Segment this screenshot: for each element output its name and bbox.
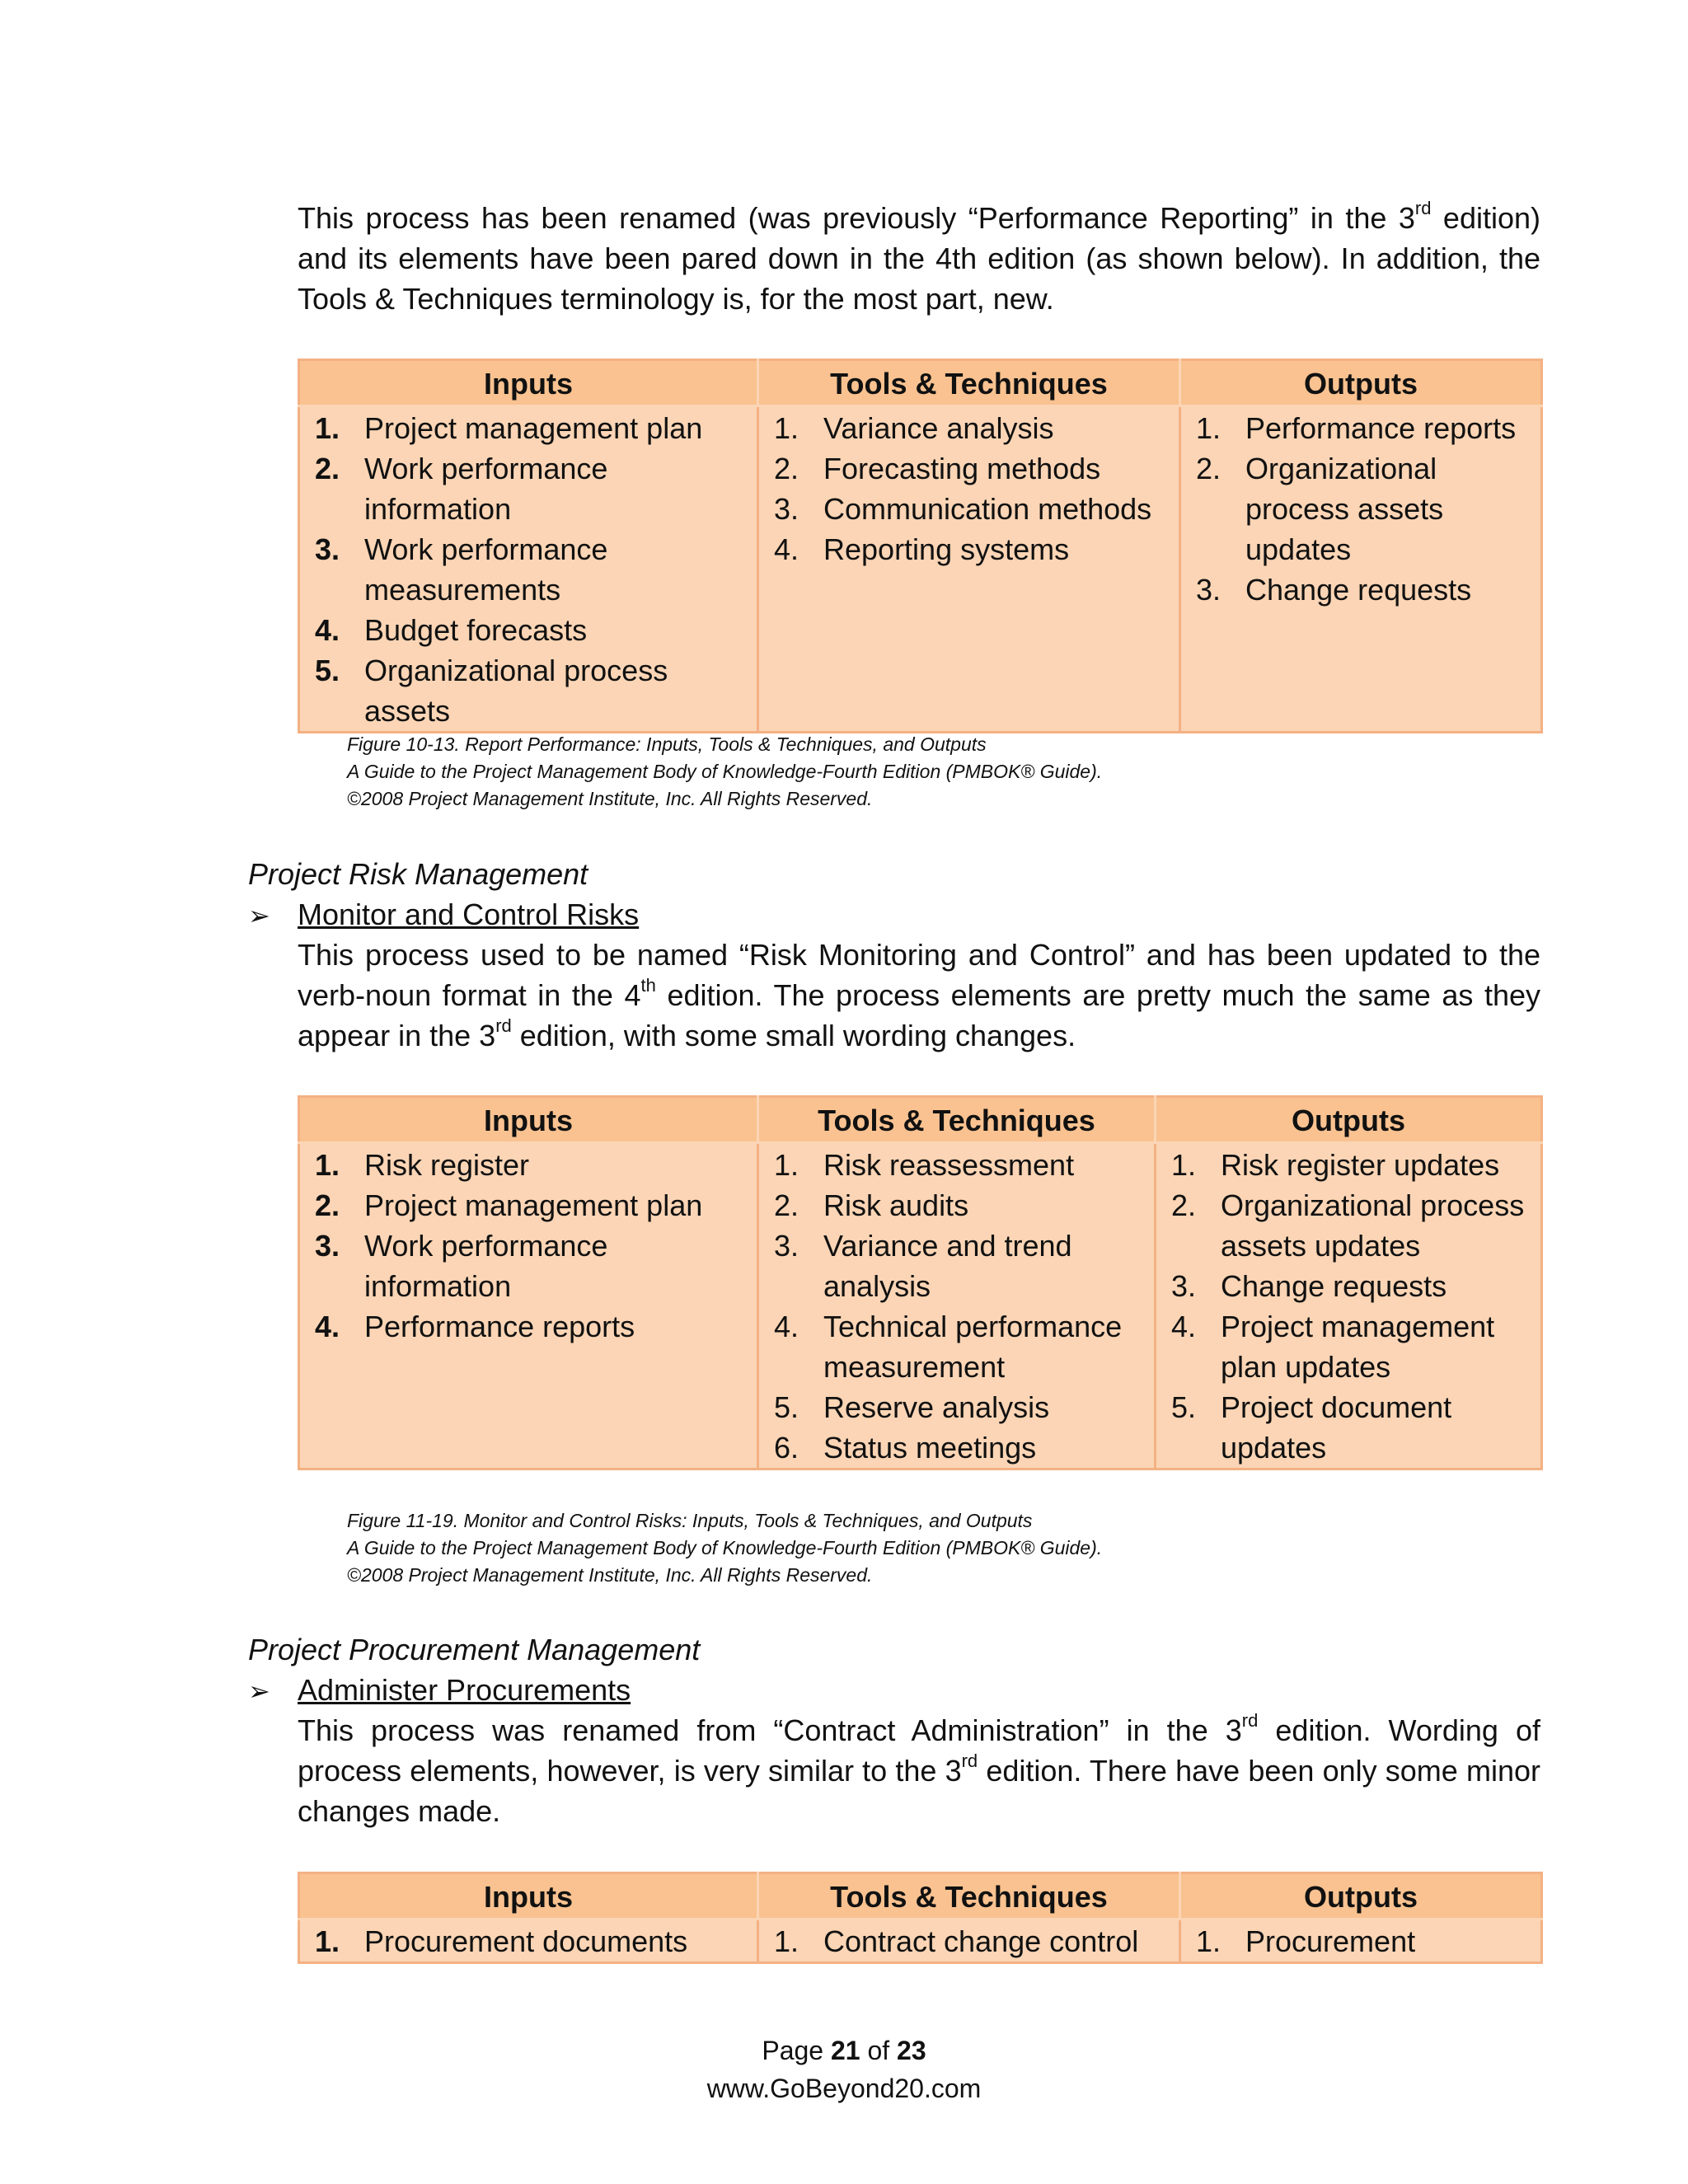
list-number: 1. xyxy=(315,411,340,445)
list-item-text: Change requests xyxy=(1221,1269,1447,1303)
risk-text-a: This process used to be named “Risk Monitoring and Control” and has been updated to the verb-noun format in the 4 xyxy=(298,938,1540,1012)
list-item-text: Work performance information xyxy=(364,1229,608,1303)
outputs-list xyxy=(1161,1145,1536,1468)
list-item-text: Variance analysis xyxy=(823,411,1054,445)
page-word: Page xyxy=(762,2036,824,2065)
monitor-control-risks-table xyxy=(298,1095,1543,1470)
list-item xyxy=(764,1145,1149,1185)
list-item-text: Performance reports xyxy=(364,1310,635,1343)
risk-text-c: edition, with some small wording changes. xyxy=(511,1019,1076,1052)
list-item-text: Risk reassessment xyxy=(823,1148,1075,1182)
list-number: 5. xyxy=(1171,1390,1197,1424)
outputs-header: Outputs xyxy=(1180,1873,1542,1919)
caption-line: A Guide to the Project Management Body of Knowledge-Fourth Edition (PMBOK® Guide). xyxy=(347,761,1103,782)
list-number: 2. xyxy=(315,452,340,485)
list-item xyxy=(305,610,752,650)
list-number: 4. xyxy=(315,1310,340,1343)
superscript: rd xyxy=(1241,1710,1259,1731)
list-number: 1. xyxy=(315,1148,340,1182)
list-item xyxy=(305,1145,752,1185)
list-item-text: Status meetings xyxy=(823,1431,1037,1465)
tools-list xyxy=(764,408,1174,569)
list-number: 3. xyxy=(1171,1269,1197,1303)
list-item-text: Risk register xyxy=(364,1148,530,1182)
website-url: www.GoBeyond20.com xyxy=(706,2074,982,2103)
inputs-list xyxy=(305,408,752,731)
process-name: Monitor and Control Risks xyxy=(298,898,640,931)
list-item xyxy=(305,1921,752,1961)
process-bullet xyxy=(248,1670,631,1712)
list-item xyxy=(764,1185,1149,1226)
list-item-text: Organizational process assets updates xyxy=(1221,1188,1525,1263)
tools-cell xyxy=(758,1143,1156,1469)
list-number: 3. xyxy=(774,1229,799,1263)
list-number: 3. xyxy=(774,492,799,526)
list-item-text: Communication methods xyxy=(823,492,1152,526)
tools-cell xyxy=(758,1919,1180,1963)
arrow-bullet-icon: ➢ xyxy=(248,1676,270,1706)
arrow-bullet-icon: ➢ xyxy=(248,901,270,930)
list-item xyxy=(764,1306,1149,1387)
risk-paragraph xyxy=(298,935,1540,1056)
total-pages: 23 xyxy=(897,2036,926,2065)
list-item xyxy=(764,489,1174,529)
inputs-list xyxy=(305,1921,752,1961)
inputs-cell xyxy=(299,406,758,733)
list-item xyxy=(305,650,752,731)
list-item xyxy=(1161,1266,1536,1306)
list-item-text: Project management plan updates xyxy=(1221,1310,1495,1384)
list-number: 4. xyxy=(774,532,799,566)
list-item xyxy=(764,1226,1149,1306)
list-item xyxy=(305,1185,752,1226)
list-item-text: Variance and trend analysis xyxy=(823,1229,1072,1303)
list-item xyxy=(764,448,1174,489)
inputs-cell xyxy=(299,1143,758,1469)
list-item xyxy=(764,1921,1174,1961)
list-item-text: Risk audits xyxy=(823,1188,969,1222)
process-name: Administer Procurements xyxy=(298,1673,631,1707)
list-item-text: Contract change control xyxy=(823,1924,1139,1958)
list-number: 5. xyxy=(315,654,340,687)
list-item-text: Budget forecasts xyxy=(364,613,588,647)
list-item xyxy=(764,408,1174,448)
figure-caption xyxy=(347,1507,1102,1589)
intro-paragraph xyxy=(298,198,1540,319)
list-item-text: Organizational process assets xyxy=(364,654,668,728)
tools-header: Tools & Techniques xyxy=(758,1097,1156,1143)
list-item xyxy=(305,1226,752,1306)
outputs-header: Outputs xyxy=(1156,1097,1542,1143)
tools-header: Tools & Techniques xyxy=(758,1873,1180,1919)
tools-list xyxy=(764,1921,1174,1961)
report-performance-table xyxy=(298,359,1543,733)
list-item-text: Project document updates xyxy=(1221,1390,1452,1465)
list-item-text: Change requests xyxy=(1245,573,1472,607)
list-item xyxy=(1161,1145,1536,1185)
list-number: 4. xyxy=(315,613,340,647)
list-item xyxy=(305,448,752,529)
caption-line: ©2008 Project Management Institute, Inc. All Rights Reserved. xyxy=(347,788,873,809)
list-item-text: Work performance information xyxy=(364,452,608,526)
tools-header: Tools & Techniques xyxy=(758,360,1180,406)
current-page: 21 xyxy=(830,2036,860,2065)
superscript: th xyxy=(640,975,656,996)
intro-text-b: edition) and its elements have been pared down in the 4th edition (as shown below). In addition, the Tools & Techniques terminology is, for the most part, new. xyxy=(298,201,1540,316)
process-bullet xyxy=(248,894,639,936)
list-item xyxy=(1186,1921,1536,1961)
list-number: 4. xyxy=(1171,1310,1197,1343)
outputs-cell xyxy=(1156,1143,1542,1469)
outputs-list xyxy=(1186,408,1536,610)
list-item xyxy=(1161,1306,1536,1387)
caption-line: Figure 11-19. Monitor and Control Risks: Inputs, Tools & Techniques, and Outputs xyxy=(347,1510,1033,1531)
procurement-paragraph xyxy=(298,1710,1540,1831)
list-number: 1. xyxy=(1171,1148,1197,1182)
list-item-text: Work performance measurements xyxy=(364,532,608,607)
list-number: 1. xyxy=(1196,411,1221,445)
list-number: 3. xyxy=(1196,573,1221,607)
list-item-text: Procurement documents xyxy=(364,1924,688,1958)
outputs-cell xyxy=(1180,1919,1542,1963)
list-number: 2. xyxy=(1196,452,1221,485)
caption-line: A Guide to the Project Management Body of Knowledge-Fourth Edition (PMBOK® Guide). xyxy=(347,1537,1103,1558)
caption-line: ©2008 Project Management Institute, Inc. All Rights Reserved. xyxy=(347,1564,873,1586)
list-item xyxy=(1186,408,1536,448)
list-item xyxy=(1186,448,1536,569)
list-item-text: Forecasting methods xyxy=(823,452,1101,485)
list-number: 3. xyxy=(315,532,340,566)
list-item-text: Project management plan xyxy=(364,1188,703,1222)
outputs-list xyxy=(1186,1921,1536,1961)
procurement-text-c: edition. There have been only some minor changes made. xyxy=(298,1754,1540,1828)
list-number: 4. xyxy=(774,1310,799,1343)
list-number: 1. xyxy=(1196,1924,1221,1958)
list-item xyxy=(1186,569,1536,610)
inputs-cell xyxy=(299,1919,758,1963)
section-title: Project Procurement Management xyxy=(248,1633,701,1666)
superscript: rd xyxy=(495,1015,512,1036)
list-item-text: Reporting systems xyxy=(823,532,1070,566)
superscript: rd xyxy=(1414,198,1432,218)
list-number: 1. xyxy=(315,1924,340,1958)
outputs-cell xyxy=(1180,406,1542,733)
list-item-text: Performance reports xyxy=(1245,411,1517,445)
list-number: 2. xyxy=(315,1188,340,1222)
outputs-header: Outputs xyxy=(1180,360,1542,406)
intro-text-a: This process has been renamed (was previously “Performance Reporting” in the 3 xyxy=(298,201,1415,235)
list-item-text: Reserve analysis xyxy=(823,1390,1050,1424)
list-item xyxy=(764,529,1174,569)
list-item xyxy=(764,1387,1149,1427)
procurement-text-b: edition. Wording of process elements, however, is very similar to the 3 xyxy=(298,1713,1541,1788)
list-item xyxy=(1161,1185,1536,1266)
risk-text-b: edition. The process elements are pretty much the same as they appear in the 3 xyxy=(298,978,1541,1052)
inputs-header: Inputs xyxy=(299,1873,758,1919)
tools-cell xyxy=(758,406,1180,733)
list-item xyxy=(305,408,752,448)
inputs-header: Inputs xyxy=(299,1097,758,1143)
list-item-text: Technical performance measurement xyxy=(823,1310,1123,1384)
list-item-text: Organizational process assets updates xyxy=(1245,452,1444,566)
list-number: 1. xyxy=(774,1924,799,1958)
administer-procurements-table xyxy=(298,1872,1543,1964)
list-item xyxy=(764,1427,1149,1468)
list-number: 1. xyxy=(774,411,799,445)
list-number: 1. xyxy=(774,1148,799,1182)
tools-list xyxy=(764,1145,1149,1468)
list-item-text: Project management plan xyxy=(364,411,703,445)
inputs-header: Inputs xyxy=(299,360,758,406)
list-item-text: Risk register updates xyxy=(1221,1148,1500,1182)
list-number: 2. xyxy=(774,1188,799,1222)
page-number xyxy=(0,2032,1688,2069)
list-item xyxy=(1161,1387,1536,1468)
list-item xyxy=(305,1306,752,1347)
figure-caption xyxy=(347,731,1102,813)
caption-line: Figure 10-13. Report Performance: Inputs, Tools & Techniques, and Outputs xyxy=(347,733,987,755)
section-title: Project Risk Management xyxy=(248,857,588,891)
inputs-list xyxy=(305,1145,752,1347)
list-item xyxy=(305,529,752,610)
list-number: 2. xyxy=(1171,1188,1197,1222)
superscript: rd xyxy=(961,1750,978,1771)
list-number: 3. xyxy=(315,1229,340,1263)
of-word: of xyxy=(867,2036,890,2065)
list-number: 2. xyxy=(774,452,799,485)
list-number: 5. xyxy=(774,1390,799,1424)
list-number: 6. xyxy=(774,1431,799,1465)
list-item-text: Procurement xyxy=(1245,1924,1416,1958)
procurement-text-a: This process was renamed from “Contract Administration” in the 3 xyxy=(298,1713,1242,1747)
